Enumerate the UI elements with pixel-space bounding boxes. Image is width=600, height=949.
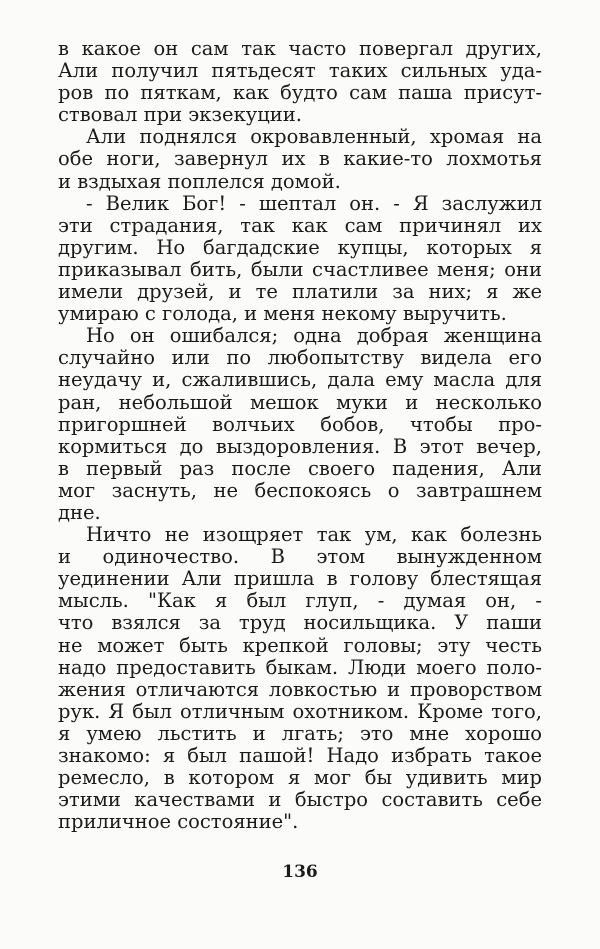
text-line: Али получил пятьдесят таких сильных уда- [58,60,542,83]
text-line: и вздыхая поплелся домой. [58,170,341,193]
text-line: пригоршней волчьих бобов, чтобы про- [58,413,542,436]
paragraph [58,524,542,833]
text-line: приличное состояние". [58,811,299,834]
text-line: знакомо: я был пашой! Надо избрать такое [58,745,542,767]
text-line: Ничто не изощряет так ум, как болезнь [86,524,542,547]
page-number: 136 [282,862,318,882]
text-line: и одиночество. В этом вынужденном [58,546,542,569]
text-line: Али поднялся окровавленный, хромая на [86,126,542,149]
text-line: в какое он сам так часто повергал других, [58,38,542,60]
text-line: умираю с голода, и меня некому выручить. [58,303,507,326]
paragraph [58,38,542,126]
text-line: мог заснуть, не беспокоясь о завтрашнем [58,479,542,502]
paragraph [58,325,542,524]
text-line: рук. Я был отличным охотником. Кроме того, [58,700,542,723]
text-line: неудачу и, сжалившись, дала ему масла для [58,369,542,392]
text-line: кормиться до выздоровления. В этот вечер, [58,435,542,458]
text-line: не может быть крепкой головы; эту честь [58,634,542,657]
text-line: ствовал при экзекуции. [58,104,302,127]
text-line: ран, небольшой мешок муки и несколько [58,391,542,414]
text-line: дне. [58,501,101,524]
text-line: обе ноги, завернул их в какие-то лохмотья [58,148,542,171]
text-line: случайно или по любопытству видела его [58,347,542,370]
text-line: мысль. "Как я был глуп, - думая он, - [58,590,542,613]
body-text [58,38,542,833]
text-line: эти страдания, так как сам причинял их [58,214,542,237]
text-line: ремесло, в котором я мог бы удивить мир [58,767,542,790]
text-line: я умею льстить и лгать; это мне хорошо [58,722,542,745]
text-line: этими качествами и быстро составить себе [58,789,542,812]
text-line: ров по пяткам, как будто сам паша присут- [58,82,542,105]
text-line: - Велик Бог! - шептал он. - Я заслужил [86,192,542,215]
text-line: приказывал бить, были счастливее меня; они [58,258,542,281]
text-line: имели друзей, и те платили за них; я же [58,281,542,304]
text-line: жения отличаются ловкостью и проворством [58,678,542,701]
text-line: в первый раз после своего падения, Али [58,457,542,480]
paragraph [58,126,542,192]
text-line: уединении Али пришла в голову блестящая [58,568,542,591]
text-line: другим. Но багдадские купцы, которых я [58,236,542,259]
text-line: Но он ошибался; одна добрая женщина [86,325,542,348]
text-line: что взялся за труд носильщика. У паши [58,612,542,635]
paragraph [58,193,542,326]
text-line: надо предоставить быкам. Люди моего поло- [58,656,542,679]
